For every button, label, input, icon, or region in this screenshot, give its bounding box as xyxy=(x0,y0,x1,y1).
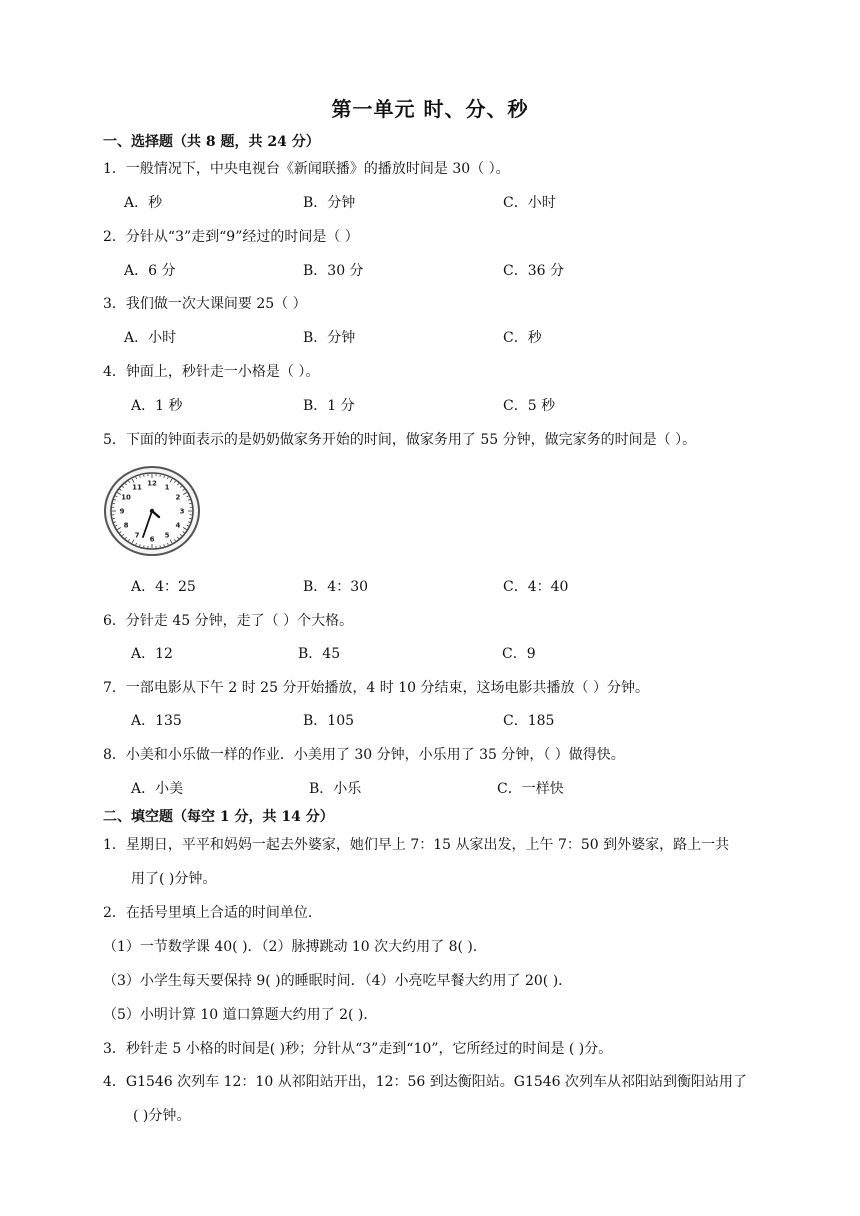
fill-question-2: 2．在括号里填上合适的时间单位． xyxy=(103,905,322,921)
fill-question-3: 3．秒针走 5 小格的时间是( )秒；分针从“3”走到“10”，它所经过的时间是 ( )分。 xyxy=(103,1041,613,1057)
question-8: 8．小美和小乐做一样的作业．小美用了 30 分钟，小乐用了 35 分钟，（ ）做得快。 xyxy=(103,747,625,763)
q3-option-c: C．秒 xyxy=(503,330,542,346)
q3-option-a: A．小时 xyxy=(124,330,177,346)
clock-number: 8 xyxy=(123,521,129,530)
q4-option-c: C．5 秒 xyxy=(503,398,556,414)
fill-question-2-part-1-2: （1）一节数学课 40( )．（2）脉搏跳动 10 次大约用了 8( )． xyxy=(103,939,487,955)
q1-option-c: C．小时 xyxy=(503,195,556,211)
q6-option-b: B．45 xyxy=(298,646,341,662)
section-heading-choice: 一、选择题（共 8 题，共 24 分） xyxy=(103,134,320,150)
fill-question-2-part-3-4: （3）小学生每天要保持 9( )的睡眠时间．（4）小亮吃早餐大约用了 20( )． xyxy=(103,973,573,989)
clock-number: 6 xyxy=(149,535,155,544)
q8-option-c: C．一样快 xyxy=(497,781,564,797)
section-heading-fill: 二、填空题（每空 1 分，共 14 分） xyxy=(103,809,334,825)
q4-option-b: B．1 分 xyxy=(303,398,355,414)
question-6: 6．分针走 45 分钟，走了（ ）个大格。 xyxy=(103,613,354,629)
q4-option-a: A．1 秒 xyxy=(131,398,183,414)
page-title: 第一单元 时、分、秒 xyxy=(331,97,529,121)
clock-number: 3 xyxy=(179,507,185,516)
clock-number: 5 xyxy=(164,531,170,540)
q1-option-b: B．分钟 xyxy=(303,195,356,211)
q8-option-a: A．小美 xyxy=(131,781,184,797)
clock-number: 9 xyxy=(119,507,125,516)
fill-question-2-part-5: （5）小明计算 10 道口算题大约用了 2( )． xyxy=(103,1007,378,1023)
q7-option-a: A．135 xyxy=(131,713,182,729)
clock-number: 2 xyxy=(175,493,181,502)
clock-number: 4 xyxy=(175,521,181,530)
fill-question-4: 4．G1546 次列车 12：10 从祁阳站开出，12：56 到达衡阳站。G1546 次列车从祁阳站到衡阳站用了 xyxy=(103,1074,748,1090)
clock-number: 11 xyxy=(132,483,142,492)
q5-option-b: B．4：30 xyxy=(303,579,369,595)
question-1: 1．一般情况下，中央电视台《新闻联播》的播放时间是 30（ ）。 xyxy=(103,161,510,177)
q2-option-c: C．36 分 xyxy=(503,263,564,279)
q8-option-b: B．小乐 xyxy=(309,781,362,797)
question-2: 2．分针从“3”走到“9”经过的时间是（ ） xyxy=(103,229,359,245)
clock-number: 12 xyxy=(147,479,157,488)
clock-number: 10 xyxy=(121,493,131,502)
q5-option-a: A．4：25 xyxy=(131,579,196,595)
q6-option-a: A．12 xyxy=(131,646,173,662)
q7-option-b: B．105 xyxy=(303,713,355,729)
fill-question-1: 1．星期日，平平和妈妈一起去外婆家，她们早上 7：15 从家出发，上午 7：50 到外婆家，路上一共 xyxy=(103,837,730,853)
q2-option-b: B．30 分 xyxy=(303,263,364,279)
question-5: 5．下面的钟面表示的是奶奶做家务开始的时间，做家务用了 55 分钟，做完家务的时间是（ ）。 xyxy=(103,432,697,448)
q5-option-c: C．4：40 xyxy=(503,579,569,595)
fill-question-4-cont: ( )分钟。 xyxy=(133,1108,191,1124)
clock-number: 1 xyxy=(164,483,170,492)
question-4: 4．钟面上，秒针走一小格是（ ）。 xyxy=(103,364,320,380)
question-3: 3．我们做一次大课间要 25（ ） xyxy=(103,296,307,312)
q6-option-c: C．9 xyxy=(502,646,536,662)
q2-option-a: A．6 分 xyxy=(124,263,176,279)
q7-option-c: C．185 xyxy=(503,713,555,729)
q3-option-b: B．分钟 xyxy=(303,330,356,346)
question-7: 7．一部电影从下午 2 时 25 分开始播放，4 时 10 分结束，这场电影共播放（ ）分钟。 xyxy=(103,680,649,696)
clock-face-image xyxy=(103,465,201,557)
fill-question-1-cont: 用了( )分钟。 xyxy=(131,871,217,887)
clock-number: 7 xyxy=(134,531,140,540)
clock-icon xyxy=(103,465,201,557)
q1-option-a: A．秒 xyxy=(124,195,163,211)
